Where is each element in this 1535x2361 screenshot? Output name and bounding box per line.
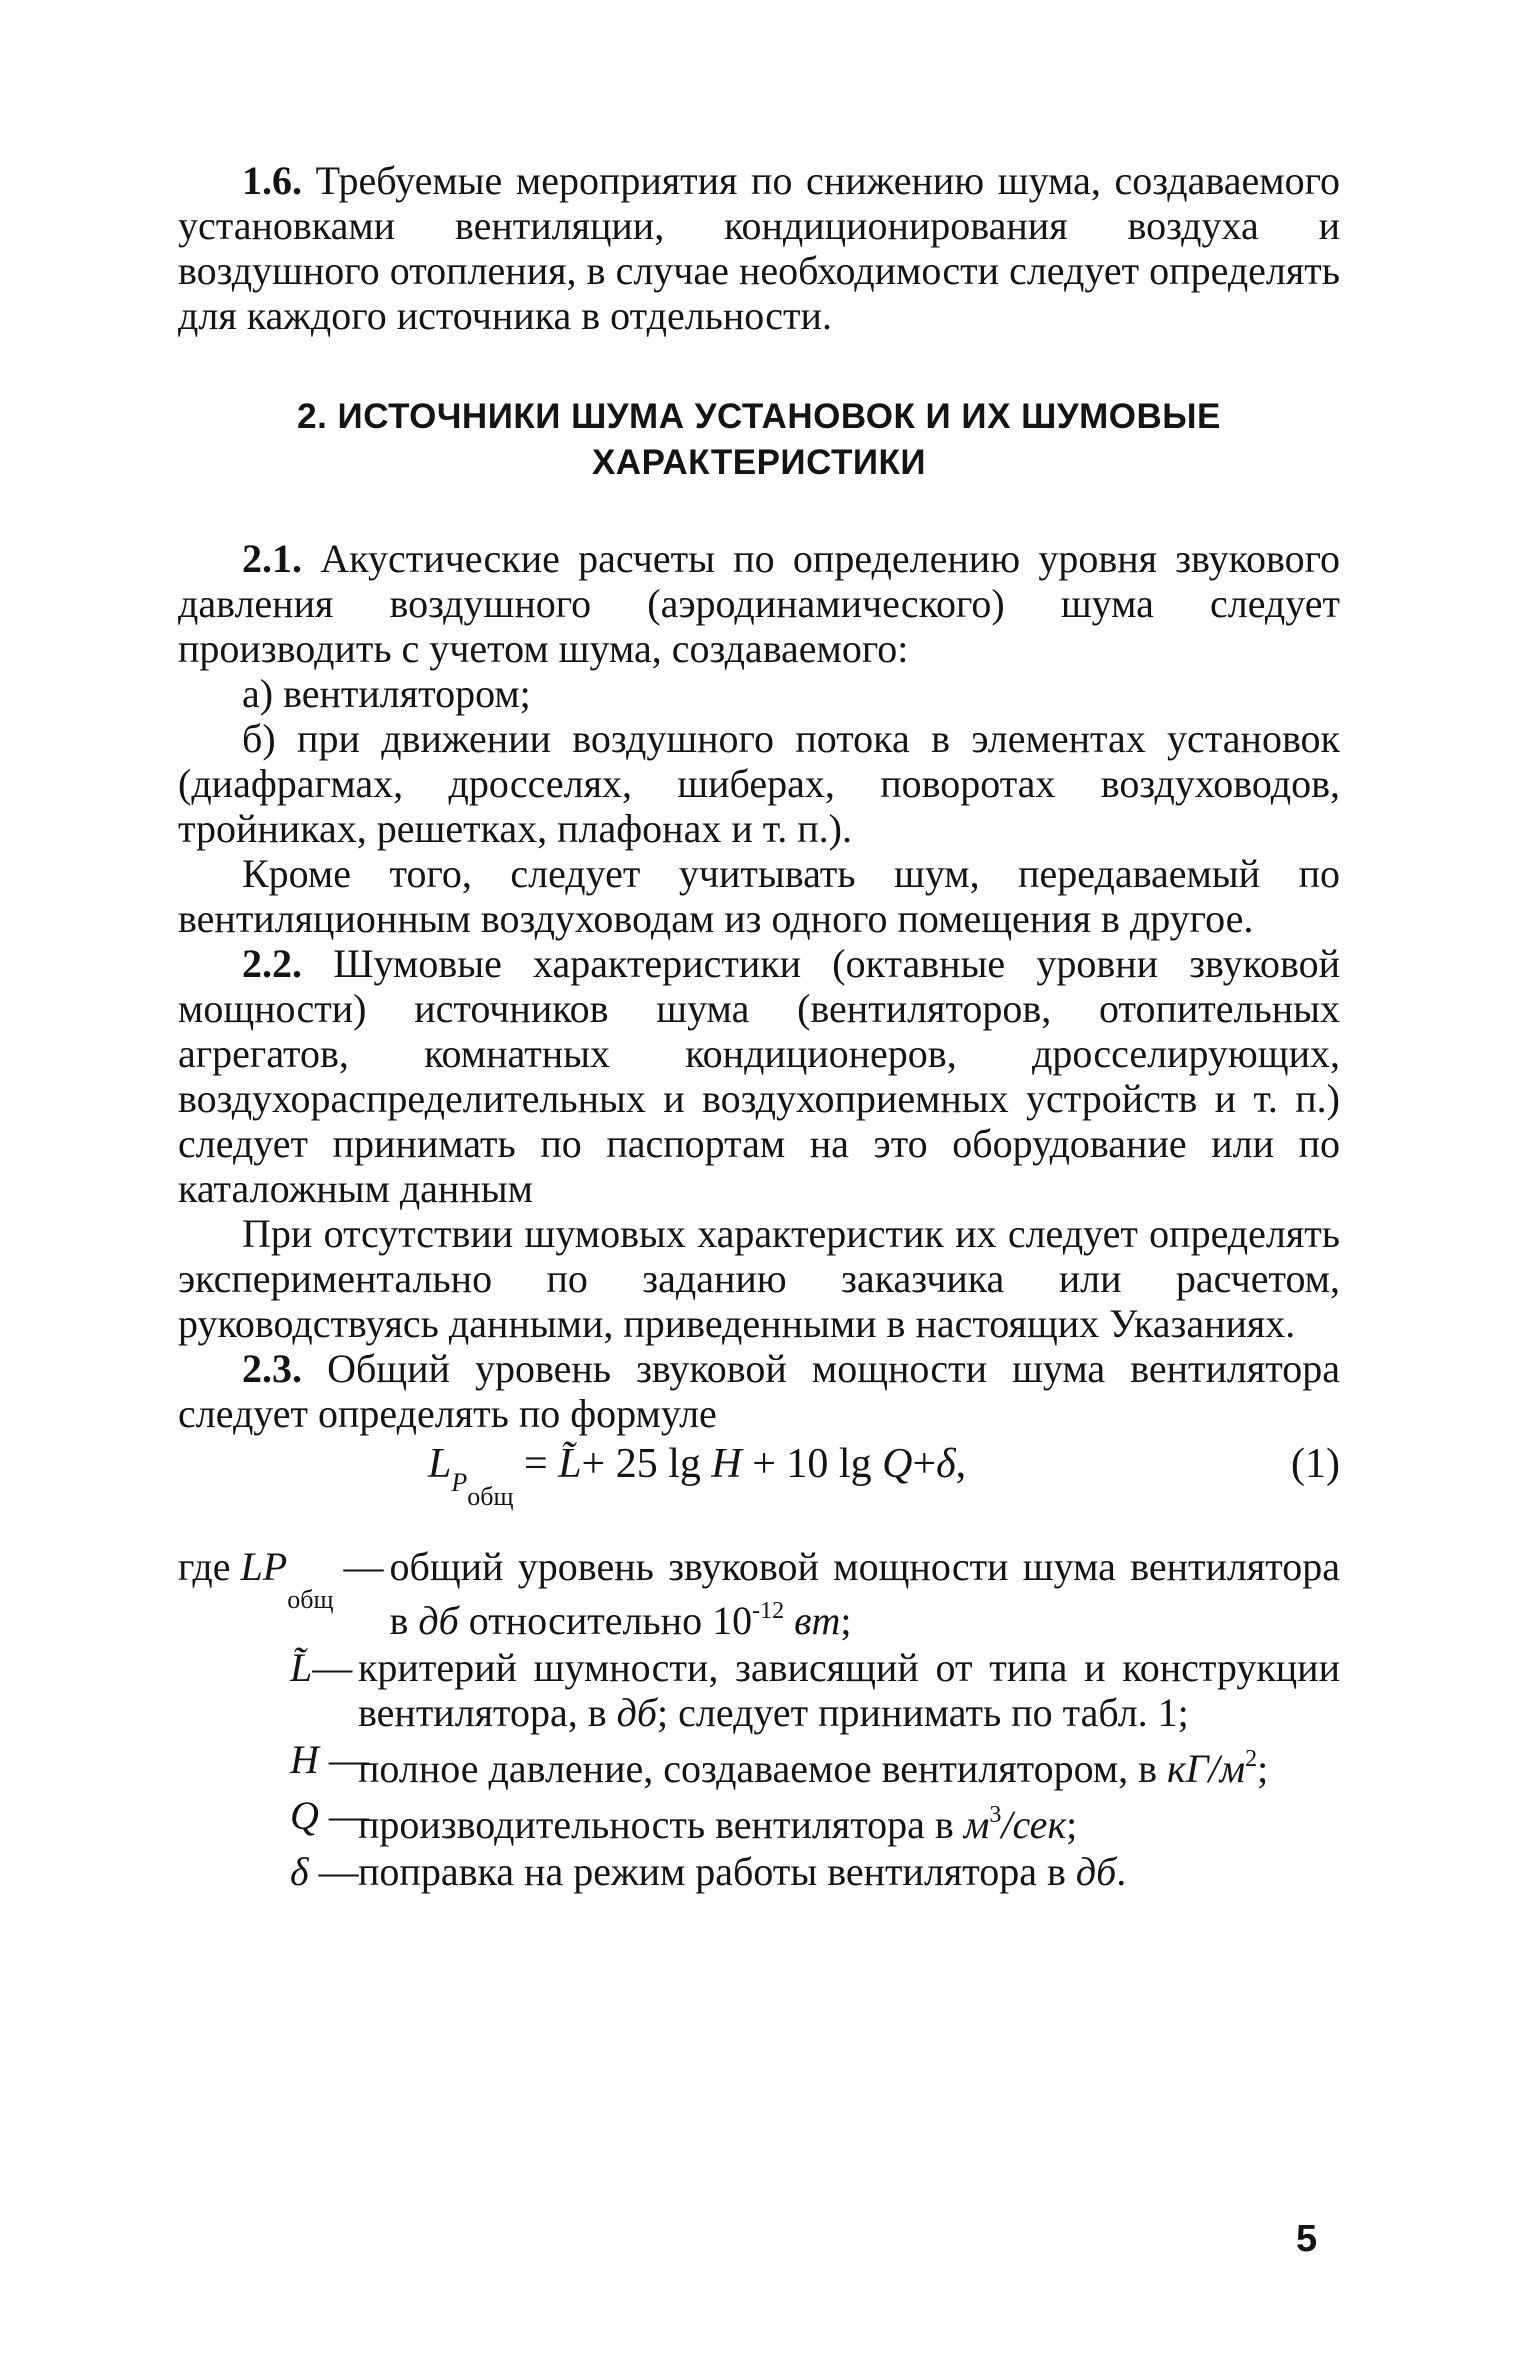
section-heading — [178, 394, 1340, 486]
definition-q — [178, 1793, 1340, 1847]
paragraph-2-2 — [178, 941, 1340, 1211]
formula-lhs: L — [428, 1441, 452, 1487]
formula-lhs-sub: P — [451, 1468, 468, 1497]
paragraph-text: Общий уровень звуковой мощности шума вентилятора следует определять по формуле — [178, 1346, 1340, 1436]
heading-line-2: ХАРАКТЕРИСТИКИ — [591, 443, 927, 482]
paragraph-number: 2.2. — [242, 941, 302, 986]
paragraph-2-1-extra: Кроме того, следует учитывать шум, передаваемый по вентиляционным воздуховодам из одного помещения в другое. — [178, 851, 1340, 941]
definition-l-tilde — [178, 1645, 1340, 1735]
definition-h — [178, 1737, 1340, 1791]
formula-q: Q — [882, 1441, 913, 1487]
formula-number: (1) — [1291, 1441, 1340, 1487]
definition-term: H — — [290, 1737, 369, 1782]
paragraph-text: Требуемые мероприятия по снижению шума, создаваемого установками вентиляции, кондиционирования воздуха и воздушного отопления, в случае необходимости следует определять для каждого источника в отдельности. — [178, 158, 1340, 338]
paragraph-number: 2.1. — [242, 536, 302, 581]
formula-expression — [428, 1442, 966, 1519]
formula-h: H — [711, 1441, 742, 1487]
definitions-list — [178, 1544, 1340, 1894]
paragraph-2-2-extra: При отсутствии шумовых характеристик их следует определять экспериментально по заданию заказчика или расчетом, руководствуясь данными, приведенными в настоящих Указаниях. — [178, 1211, 1340, 1346]
list-item-a: а) вентилятором; — [242, 671, 531, 716]
formula-lhs-sub2: общ — [467, 1482, 514, 1511]
page-number: 5 — [1296, 2218, 1318, 2260]
formula-part-1: + 25 lg — [581, 1441, 701, 1487]
formula-1 — [178, 1438, 1340, 1534]
definition-delta — [178, 1849, 1340, 1894]
paragraph-number: 1.6. — [242, 158, 302, 203]
definition-body: полное давление, создаваемое вентилятором, в $кГ/м^2$; — [358, 1746, 1269, 1791]
definition-body: поправка на режим работы вентилятора в дб. — [358, 1849, 1127, 1894]
formula-delta: δ — [936, 1441, 956, 1487]
page-content — [178, 158, 1340, 1896]
paragraph-text: Акустические расчеты по определению уровня звукового давления воздушного (аэродинамического) шума следует производить с учетом шума, создаваемого: — [178, 536, 1340, 671]
paragraph-1-6 — [178, 158, 1340, 338]
definition-body: критерий шумности, зависящий от типа и конструкции вентилятора, в дб; следует принимать по табл. 1; — [358, 1645, 1340, 1735]
definition-term: δ — — [290, 1849, 359, 1894]
definition-term: где $LP_{общ}$ — — [178, 1544, 384, 1614]
formula-l-tilde: L̃ — [558, 1441, 582, 1487]
heading-line-1: 2. ИСТОЧНИКИ ШУМА УСТАНОВОК И ИХ ШУМОВЫЕ — [297, 397, 1221, 436]
paragraph-text: Шумовые характеристики (октавные уровни звуковой мощности) источников шума (вентиляторов, отопительных агрегатов, комнатных кондиционеров, дросселирующих, воздухораспределительных и воздухоприемных устройств и т. п.) следует принимать по паспортам на это оборудование или по каталожным данным — [178, 941, 1340, 1211]
definition-term: L̃— — [290, 1645, 353, 1690]
formula-part-3: + — [912, 1441, 937, 1487]
definition-body: производительность вентилятора в $м^3$/сек; — [358, 1802, 1078, 1847]
definition-body: общий уровень звуковой мощности шума вентилятора в дб относительно $10^{-12}$ вт; — [389, 1544, 1340, 1643]
paragraph-2-1 — [178, 536, 1340, 671]
formula-end: , — [955, 1441, 967, 1487]
formula-part-2: + 10 lg — [752, 1441, 872, 1487]
formula-eq: = — [524, 1441, 548, 1487]
definition-lp — [178, 1544, 1340, 1643]
list-item-b: б) при движении воздушного потока в элементах установок (диафрагмах, дросселях, шиберах, поворотах воздуховодов, тройниках, решетках, плафонах и т. п.). — [178, 716, 1340, 851]
definition-term: Q — — [290, 1793, 369, 1838]
paragraph-number: 2.3. — [242, 1346, 302, 1391]
paragraph-2-3 — [178, 1346, 1340, 1436]
